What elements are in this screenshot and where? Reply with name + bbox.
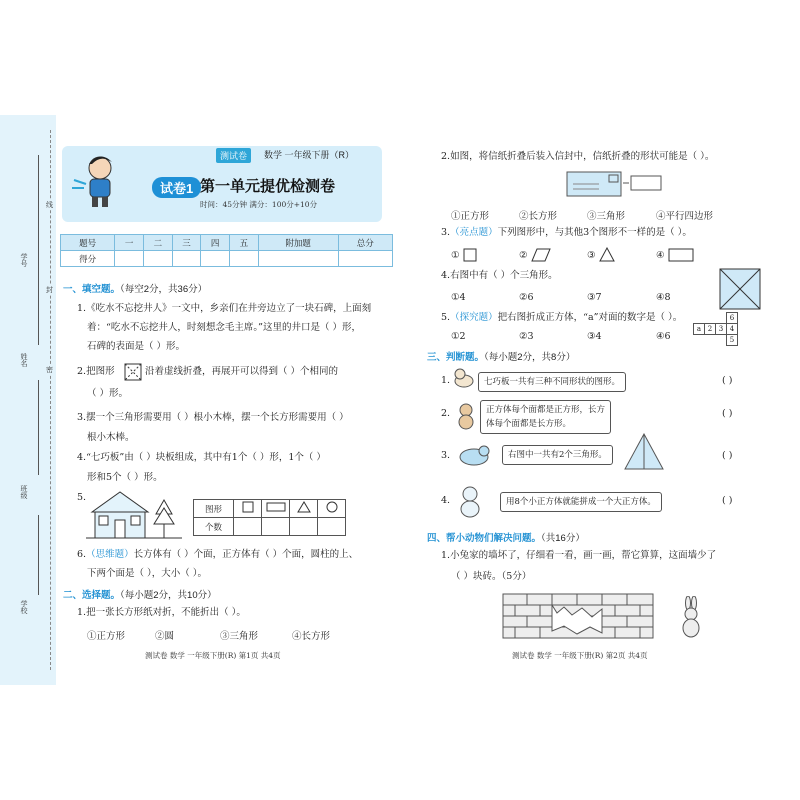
judge-4-number: 4. [441, 495, 451, 506]
score-header: 五 [230, 235, 259, 251]
problem-1-line2: （ ）块砖。（5分） [451, 571, 532, 582]
judge-1-statement: 七巧板一共有三种不同形状的图形。 [478, 372, 626, 392]
answer-paren[interactable]: ( ) [722, 375, 733, 386]
score-header: 四 [201, 235, 230, 251]
question-2-line2: （ ）形。 [87, 388, 129, 399]
option-2[interactable]: ② [519, 250, 528, 261]
page-title: 第一单元提优检测卷 [200, 178, 336, 195]
score-cell[interactable] [143, 251, 172, 267]
square-option-icon [463, 248, 477, 262]
answer-paren[interactable]: ( ) [722, 495, 733, 506]
square-shape-icon [234, 500, 262, 518]
question-1-line1: 1.《吃水不忘挖井人》一文中，乡亲们在井旁边立了一块石碑，上面刻 [77, 303, 372, 314]
option-2[interactable]: ②3 [519, 331, 534, 342]
paper-type-tag: 测试卷 [216, 148, 251, 163]
section-true-false: 三、判断题。（每小题2分，共8分） [427, 352, 576, 363]
paper-number: 试卷1 [152, 177, 201, 198]
label-school: 学校 [20, 600, 27, 614]
option-4[interactable]: ④6 [656, 331, 671, 342]
option-1[interactable]: ①正方形 [451, 211, 490, 222]
score-cell[interactable] [230, 251, 259, 267]
question-1-line3: 石碑的表面是（ ）形。 [87, 341, 186, 352]
answer-paren[interactable]: ( ) [722, 408, 733, 419]
count-cell[interactable] [262, 518, 290, 536]
judge-1-number: 1. [441, 375, 451, 386]
page-footer: 测试卷 数学 一年级下册(R) 第1页 共4页 [145, 651, 281, 660]
envelope-figure-icon [565, 170, 665, 198]
score-header: 题号 [61, 235, 115, 251]
question-5-label: 5. [77, 492, 87, 503]
net-cell: 3 [716, 324, 727, 335]
parallelogram-option-icon [531, 248, 551, 262]
rectangle-shape-icon [262, 500, 290, 518]
page-footer: 测试卷 数学 一年级下册(R) 第2页 共4页 [512, 651, 648, 660]
dog-icon [452, 366, 476, 390]
judge-3-number: 3. [441, 450, 451, 461]
choice-1-question: 1.把一张长方形纸对折，不能折出（ ）。 [77, 607, 246, 618]
judge-3-statement: 右图中一共有2个三角形。 [502, 445, 613, 465]
score-header: 三 [172, 235, 201, 251]
shape-table-header: 图形 [194, 500, 234, 518]
label-class: 班级 [20, 485, 27, 499]
house-and-trees-figure-icon [86, 490, 182, 540]
score-table [60, 234, 393, 267]
section-word-problems: 四、帮小动物们解决问题。（共16分） [427, 533, 585, 544]
option-1[interactable]: ① [451, 250, 460, 261]
choice-5-question: 5.（探究题）把右图折成正方体，“a”对面的数字是（ ）。 [441, 312, 683, 323]
option-1[interactable]: ①4 [451, 292, 466, 303]
option-3[interactable]: ③三角形 [587, 211, 626, 222]
judge-2-statement: 正方体每个面都是正方形，长方 体每个面都是长方形。 [480, 400, 611, 434]
score-cell[interactable] [201, 251, 230, 267]
score-header: 附加题 [258, 235, 338, 251]
problem-1-line1: 1.小兔家的墙坏了，仔细看一看，画一画，帮它算算，这面墙少了 [441, 550, 717, 561]
count-cell[interactable] [234, 518, 262, 536]
choice-4-question: 4.右图中有（ ）个三角形。 [441, 270, 558, 281]
score-header: 一 [115, 235, 144, 251]
count-cell[interactable] [290, 518, 318, 536]
choice-2-question: 2.如图，将信纸折叠后装入信封中，信纸折叠的形状可能是（ ）。 [441, 151, 715, 162]
count-cell[interactable] [318, 518, 346, 536]
option-2[interactable]: ②圆 [155, 631, 175, 642]
triangle-shape-icon [290, 500, 318, 518]
square-fold-figure-icon [124, 363, 142, 381]
section-choice: 二、选择题。（每小题2分，共10分） [63, 590, 217, 601]
question-2-text: 沿着虚线折叠，再展开可以得到（ ）个相同的 [145, 366, 339, 377]
choice-3-question: 3.（亮点题）下列图形中，与其他3个图形不一样的是（ ）。 [441, 227, 692, 238]
rectangle-option-icon [668, 248, 694, 262]
circle-shape-icon [318, 500, 346, 518]
score-cell[interactable] [172, 251, 201, 267]
option-1[interactable]: ①2 [451, 331, 466, 342]
question-2-label: 2.把图形 [77, 366, 115, 377]
cut-mark: 封 [46, 286, 53, 294]
bear-icon [456, 442, 492, 468]
score-header: 二 [143, 235, 172, 251]
option-4[interactable]: ④长方形 [292, 631, 331, 642]
option-2[interactable]: ②6 [519, 292, 534, 303]
option-4[interactable]: ④8 [656, 292, 671, 303]
option-4[interactable]: ④平行四边形 [656, 211, 714, 222]
shape-table-header: 个数 [194, 518, 234, 536]
option-4[interactable]: ④ [656, 250, 665, 261]
cut-mark: 线 [46, 201, 53, 209]
label-student-id: 学号 [20, 253, 27, 267]
cat-icon [456, 484, 484, 518]
score-cell[interactable] [115, 251, 144, 267]
question-3-line2: 根小木棒。 [87, 432, 135, 443]
shape-count-table [193, 499, 346, 536]
exam-meta: 时间：45分钟 满分：100分+10分 [200, 200, 318, 209]
question-1-line2: 着：“吃水不忘挖井人，时刻想念毛主席。”这里的井口是（ ）形， [87, 322, 361, 333]
triangle-figure-icon [624, 433, 664, 471]
score-row-label: 得分 [61, 251, 115, 267]
option-3[interactable]: ③三角形 [220, 631, 259, 642]
question-4-line1: 4.“七巧板”由（ ）块板组成，其中有1个（ ）形，1个（ ） [77, 452, 326, 463]
triangle-option-icon [599, 247, 615, 262]
cut-mark: 密 [46, 366, 53, 374]
rabbit-icon [678, 596, 704, 638]
cut-line [50, 130, 51, 670]
broken-brick-wall-figure-icon [502, 593, 654, 639]
net-cell: 6 [727, 313, 738, 324]
option-3[interactable]: ③ [587, 250, 596, 261]
label-name: 姓名 [20, 353, 27, 367]
boy-illustration-icon [70, 150, 132, 212]
question-6-line1: 6.（思维题）长方体有（ ）个面，正方体有（ ）个面，圆柱的上、 [77, 549, 359, 560]
answer-paren[interactable]: ( ) [722, 450, 733, 461]
section-fill-in: 一、填空题。（每空2分，共36分） [63, 284, 208, 295]
option-3[interactable]: ③7 [587, 292, 602, 303]
net-cell: 4 [727, 324, 738, 335]
question-3-line1: 3.摆一个三角形需要用（ ）根小木棒，摆一个长方形需要用（ ） [77, 412, 349, 423]
option-3[interactable]: ③4 [587, 331, 602, 342]
judge-2-number: 2. [441, 408, 451, 419]
net-cell: 2 [705, 324, 716, 335]
square-with-diagonals-figure-icon [719, 268, 761, 310]
question-4-line2: 形和5个（ ）形。 [87, 472, 163, 483]
question-6-line2: 下两个面是（ ），大小（ ）。 [87, 568, 208, 579]
score-header: 总分 [338, 235, 392, 251]
subject-label: 数学 一年级下册（R） [264, 150, 355, 160]
score-cell[interactable] [258, 251, 338, 267]
net-cell: a [694, 324, 705, 335]
net-cell: 5 [727, 335, 738, 346]
score-cell[interactable] [338, 251, 392, 267]
monkey-icon [454, 402, 478, 430]
judge-4-statement: 用8个小正方体就能拼成一个大正方体。 [500, 492, 662, 512]
option-1[interactable]: ①正方形 [87, 631, 126, 642]
option-2[interactable]: ②长方形 [519, 211, 558, 222]
cube-net-figure [693, 312, 749, 346]
